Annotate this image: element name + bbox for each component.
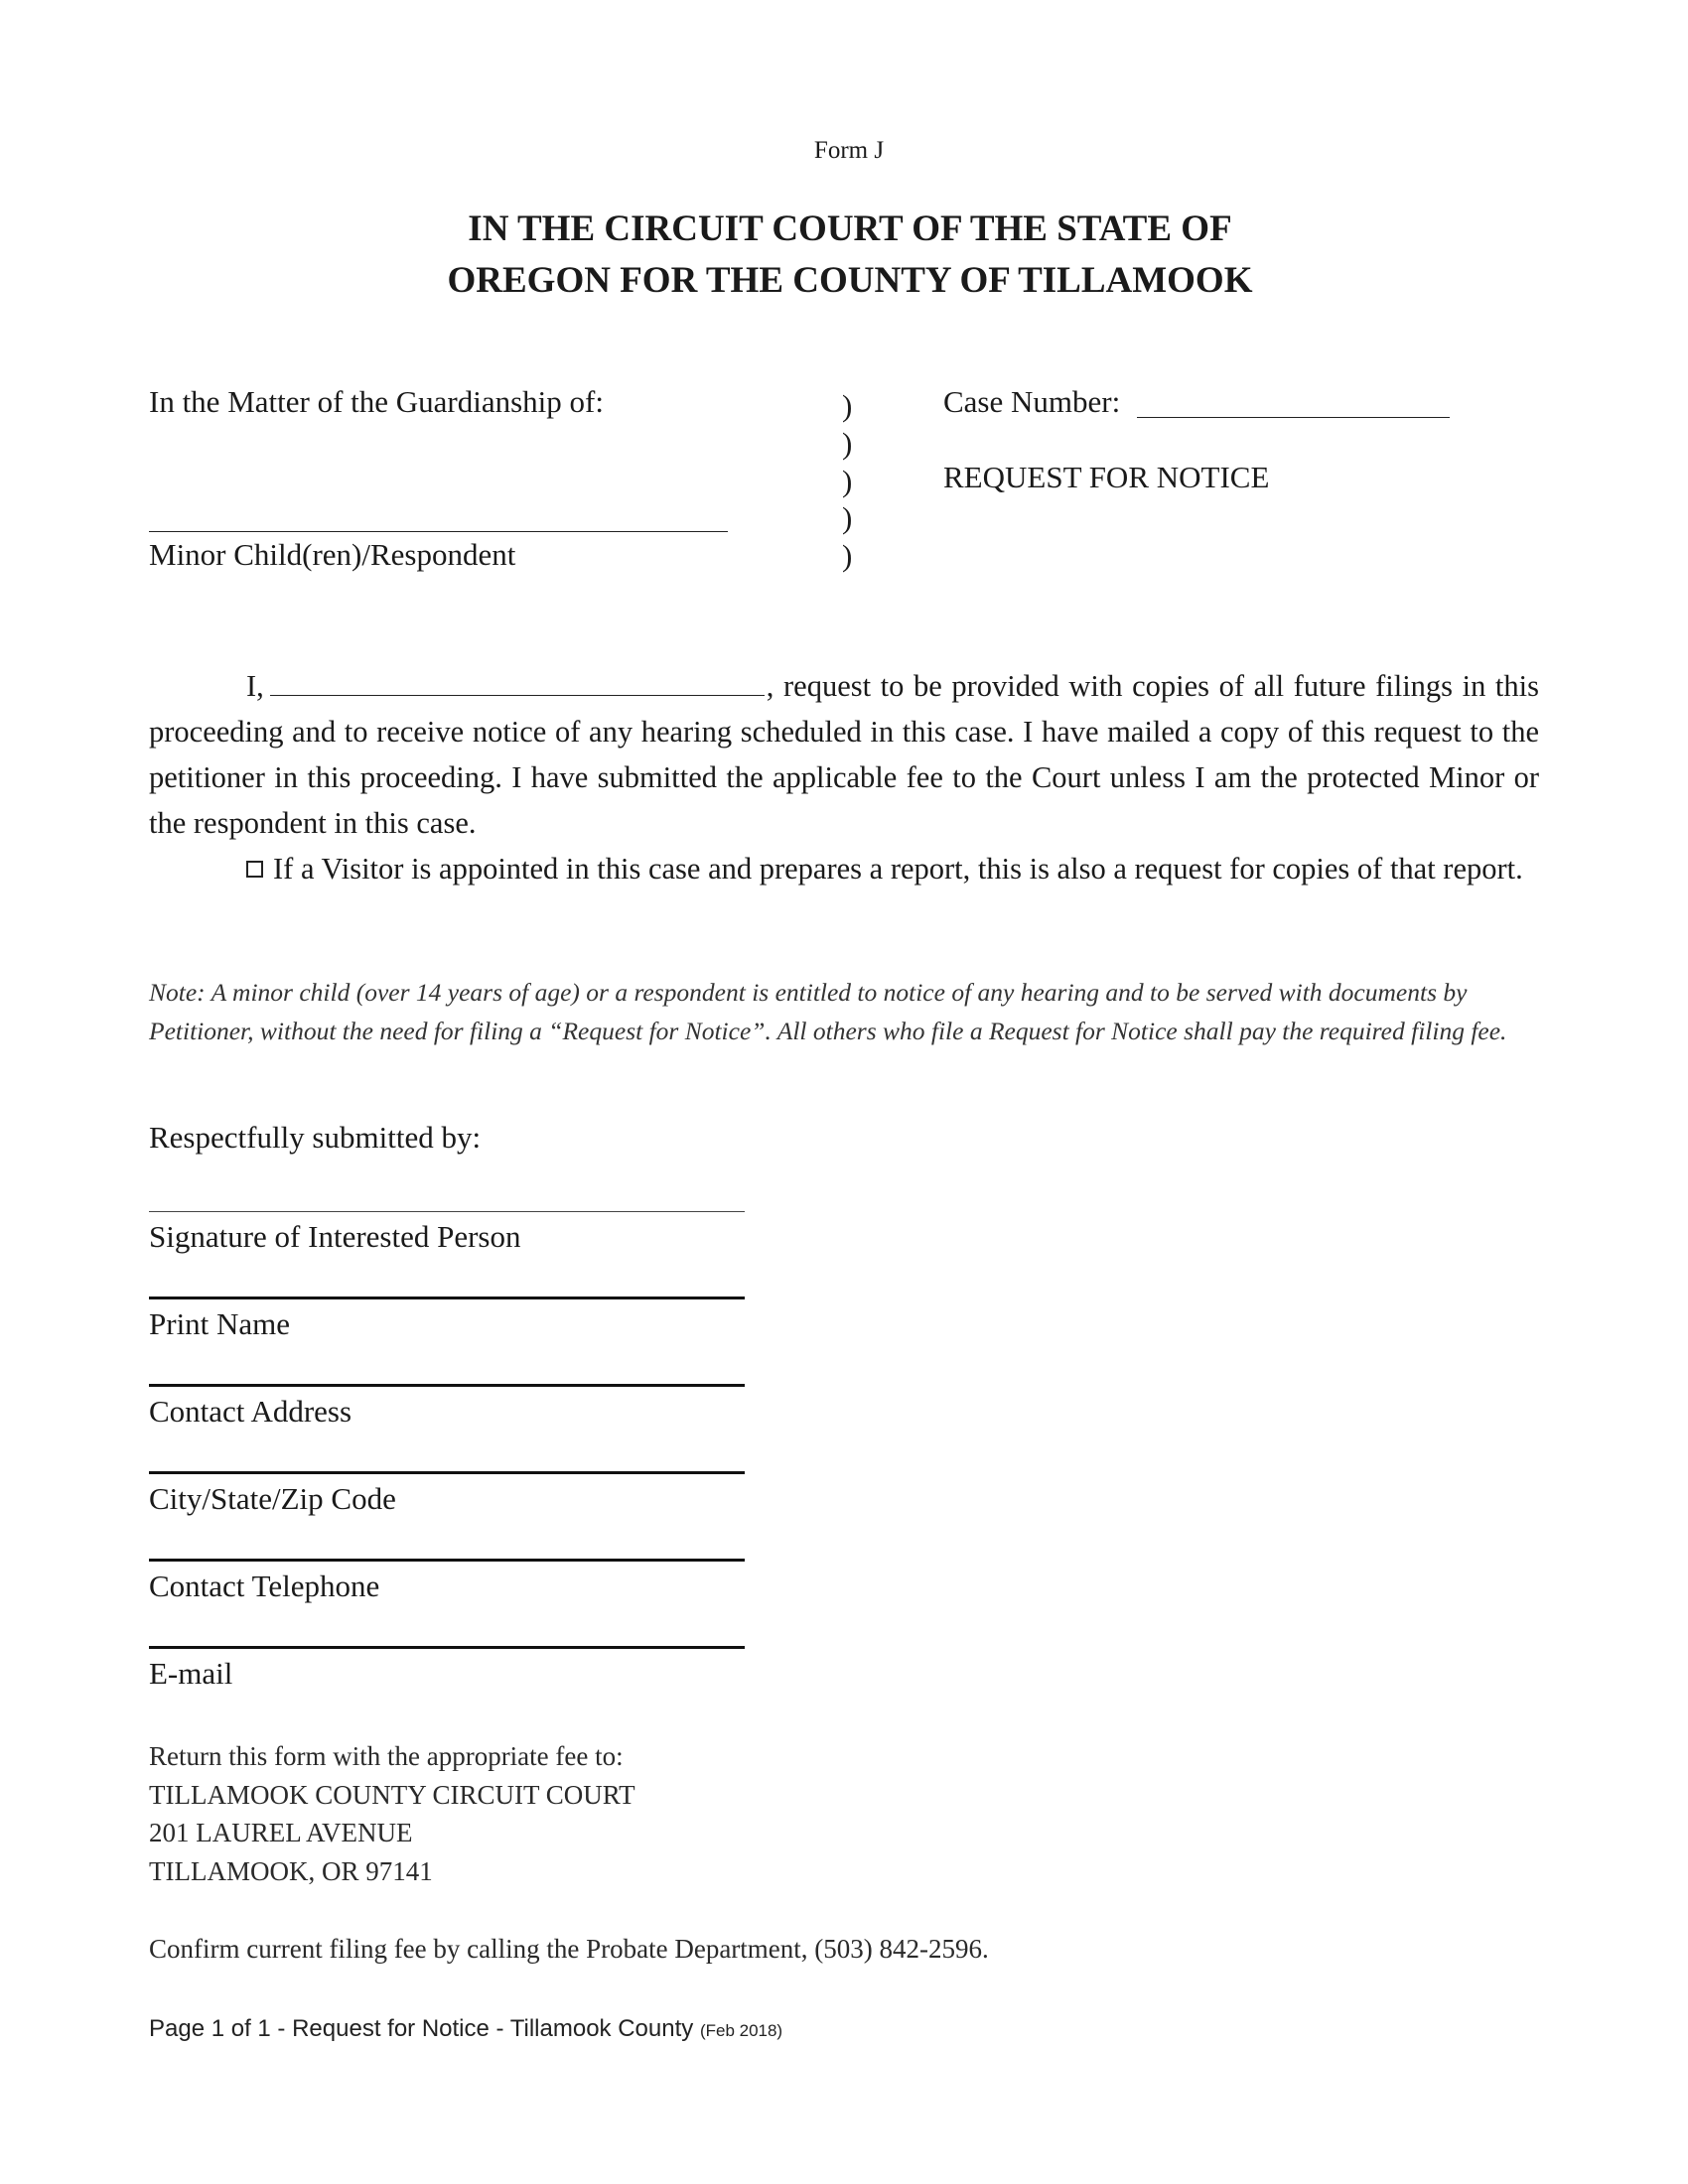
contact-address-label: Contact Address bbox=[149, 1394, 352, 1429]
case-number-label: Case Number: bbox=[943, 384, 1121, 419]
filing-note: Note: A minor child (over 14 years of age) or a respondent is entitled to notice of any hearing and to be served with documents by Petitioner, without the need for filing a “Request for Notice”. All others who file a Request for Notice shall pay the required filing fee. bbox=[149, 978, 1507, 1045]
footer-date: (Feb 2018) bbox=[699, 2021, 783, 2040]
ward-name-line[interactable] bbox=[149, 531, 728, 532]
caption-paren: ) bbox=[842, 464, 853, 498]
request-paragraph bbox=[149, 663, 1539, 846]
city-state-zip-line[interactable] bbox=[149, 1471, 745, 1474]
return-address bbox=[149, 1737, 635, 1890]
visitor-report-checkbox[interactable] bbox=[246, 861, 263, 878]
email-line[interactable] bbox=[149, 1646, 745, 1649]
caption-paren: ) bbox=[842, 500, 853, 535]
visitor-report-text: If a Visitor is appointed in this case and prepares a report, this is also a request for copies of that report. bbox=[273, 852, 1523, 886]
court-title-line-2: OREGON FOR THE COUNTY OF TILLAMOOK bbox=[447, 260, 1253, 301]
visitor-report-option bbox=[149, 846, 1539, 891]
return-city: TILLAMOOK, OR 97141 bbox=[149, 1855, 433, 1886]
page-footer bbox=[149, 2015, 782, 2043]
document-title: REQUEST FOR NOTICE bbox=[943, 460, 1270, 494]
court-title bbox=[0, 204, 1688, 307]
fee-note: Confirm current filing fee by calling the Probate Department, (503) 842-2596. bbox=[149, 1934, 989, 1964]
contact-address-line[interactable] bbox=[149, 1384, 745, 1387]
print-name-line[interactable] bbox=[149, 1297, 745, 1299]
court-title-line-1: IN THE CIRCUIT COURT OF THE STATE OF bbox=[468, 208, 1232, 249]
request-text: , request to be provided with copies of all future filings in this proceeding and to receive notice of any hearing scheduled in this case. I have mailed a copy of this request to the petitioner in this proceeding. I have submitted the applicable fee to the Court unless I am the protected Minor or the respondent in this case. bbox=[149, 669, 1539, 840]
return-intro: Return this form with the appropriate fee to: bbox=[149, 1741, 624, 1771]
requester-name-blank[interactable] bbox=[270, 671, 765, 696]
caption-paren: ) bbox=[842, 538, 853, 573]
city-state-zip-label: City/State/Zip Code bbox=[149, 1481, 396, 1516]
return-court-name: TILLAMOOK COUNTY CIRCUIT COURT bbox=[149, 1779, 635, 1810]
form-label: Form J bbox=[813, 137, 885, 164]
caption-paren: ) bbox=[842, 388, 853, 423]
caption-paren: ) bbox=[842, 426, 853, 461]
submitted-by-label: Respectfully submitted by: bbox=[149, 1120, 482, 1155]
opening-word: I, bbox=[246, 669, 264, 703]
matter-label: In the Matter of the Guardianship of: bbox=[149, 384, 604, 419]
signature-label: Signature of Interested Person bbox=[149, 1219, 521, 1254]
contact-telephone-label: Contact Telephone bbox=[149, 1569, 380, 1603]
contact-telephone-line[interactable] bbox=[149, 1559, 745, 1562]
print-name-label: Print Name bbox=[149, 1306, 291, 1341]
request-body bbox=[149, 663, 1539, 891]
signature-line[interactable] bbox=[149, 1211, 745, 1212]
case-number-line[interactable] bbox=[1137, 417, 1450, 418]
return-street: 201 LAUREL AVENUE bbox=[149, 1818, 413, 1847]
email-label: E-mail bbox=[149, 1656, 233, 1691]
party-label: Minor Child(ren)/Respondent bbox=[149, 537, 516, 572]
footer-text: Page 1 of 1 - Request for Notice - Tillamook County bbox=[149, 2015, 694, 2042]
